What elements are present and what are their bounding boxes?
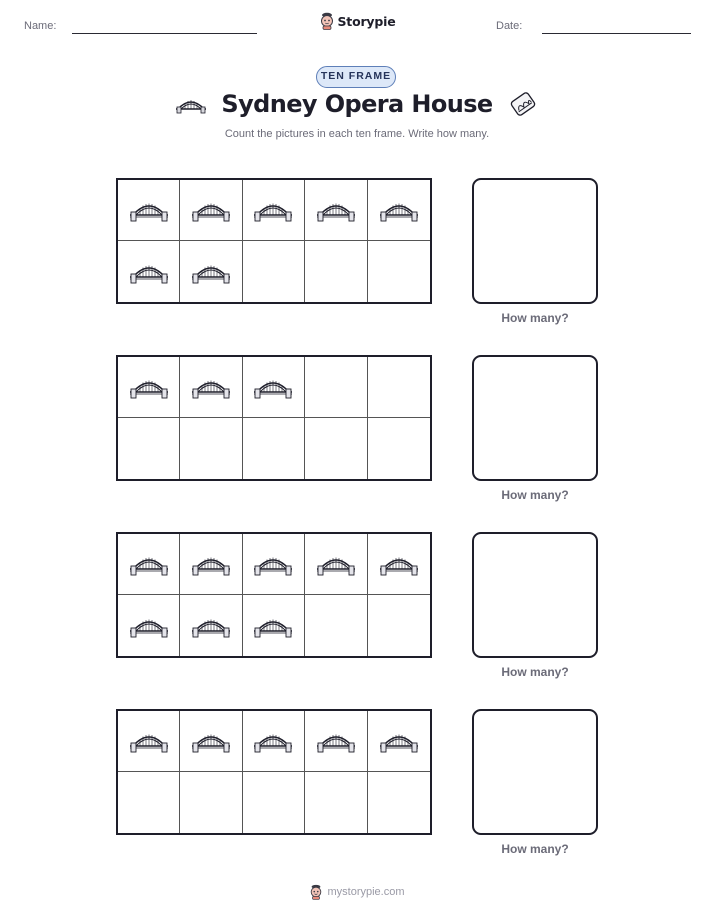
ten-frame-cell — [368, 180, 430, 241]
ten-frame-cell — [305, 418, 367, 479]
ten-frame-block — [116, 178, 598, 328]
ten-frame-cell — [243, 357, 305, 418]
ten-frame-cell — [180, 595, 242, 656]
harbour-bridge-icon — [252, 550, 294, 578]
ten-frame-cell — [180, 357, 242, 418]
title-row — [0, 90, 714, 118]
harbour-bridge-icon — [252, 612, 294, 640]
harbour-bridge-icon — [378, 550, 420, 578]
answer-box[interactable] — [472, 178, 598, 304]
harbour-bridge-icon — [378, 196, 420, 224]
how-many-label: How many? — [501, 488, 569, 502]
storypie-mascot-icon — [319, 12, 335, 30]
answer-box[interactable] — [472, 709, 598, 835]
answer-box[interactable] — [472, 532, 598, 658]
ten-frame-grid — [116, 355, 432, 481]
harbour-bridge-icon — [128, 550, 170, 578]
how-many-label: How many? — [501, 842, 569, 856]
harbour-bridge-icon — [315, 550, 357, 578]
ten-frame-cell — [118, 534, 180, 595]
ten-frame-cell — [305, 595, 367, 656]
ten-frame-cell — [368, 772, 430, 833]
ten-frame-block — [116, 532, 598, 682]
name-label: Name: — [24, 20, 57, 32]
how-many-label: How many? — [501, 665, 569, 679]
opera-house-icon — [507, 91, 539, 117]
ten-frame-cell — [243, 711, 305, 772]
ten-frame-badge: TEN FRAME — [316, 66, 396, 88]
name-blank-line — [72, 33, 257, 34]
ten-frame-cell — [180, 180, 242, 241]
how-many-label: How many? — [501, 311, 569, 325]
ten-frame-cell — [368, 241, 430, 302]
ten-frame-cell — [305, 711, 367, 772]
ten-frame-cell — [118, 241, 180, 302]
ten-frame-cell — [305, 534, 367, 595]
ten-frame-block — [116, 709, 598, 859]
harbour-bridge-icon — [190, 550, 232, 578]
date-blank-line — [542, 33, 691, 34]
harbour-bridge-icon — [252, 373, 294, 401]
ten-frame-cell — [305, 357, 367, 418]
ten-frame-cell — [368, 711, 430, 772]
ten-frame-cell — [180, 534, 242, 595]
harbour-bridge-icon — [315, 727, 357, 755]
ten-frame-cell — [368, 418, 430, 479]
storypie-mascot-icon — [309, 884, 323, 900]
worksheet-instructions: Count the pictures in each ten frame. Write how many. — [224, 128, 490, 140]
ten-frame-grid — [116, 178, 432, 304]
ten-frame-cell — [180, 772, 242, 833]
ten-frame-cell — [305, 180, 367, 241]
ten-frame-cell — [118, 711, 180, 772]
harbour-bridge-icon — [128, 612, 170, 640]
harbour-bridge-icon — [128, 373, 170, 401]
harbour-bridge-icon — [190, 612, 232, 640]
ten-frame-cell — [305, 772, 367, 833]
harbour-bridge-icon — [315, 196, 357, 224]
harbour-bridge-icon — [378, 727, 420, 755]
ten-frame-cell — [243, 534, 305, 595]
footer — [0, 884, 714, 900]
ten-frame-cell — [368, 595, 430, 656]
worksheet-title: Sydney Opera House — [221, 90, 493, 118]
date-label: Date: — [496, 20, 523, 32]
ten-frame-block — [116, 355, 598, 505]
ten-frame-cell — [368, 357, 430, 418]
harbour-bridge-icon — [128, 258, 170, 286]
footer-website: mystorypie.com — [327, 886, 405, 898]
ten-frame-cell — [243, 595, 305, 656]
harbour-bridge-icon — [128, 196, 170, 224]
bridge-icon — [175, 93, 207, 115]
ten-frame-cell — [305, 241, 367, 302]
ten-frame-cell — [368, 534, 430, 595]
ten-frame-cell — [243, 418, 305, 479]
ten-frame-cell — [118, 180, 180, 241]
brand-logo — [0, 12, 714, 30]
ten-frame-cell — [243, 772, 305, 833]
ten-frame-grid — [116, 709, 432, 835]
ten-frame-cell — [243, 241, 305, 302]
harbour-bridge-icon — [190, 373, 232, 401]
harbour-bridge-icon — [252, 727, 294, 755]
ten-frame-cell — [180, 241, 242, 302]
answer-box[interactable] — [472, 355, 598, 481]
harbour-bridge-icon — [190, 258, 232, 286]
ten-frame-cell — [243, 180, 305, 241]
harbour-bridge-icon — [252, 196, 294, 224]
ten-frame-cell — [180, 418, 242, 479]
ten-frame-cell — [118, 595, 180, 656]
harbour-bridge-icon — [190, 196, 232, 224]
ten-frame-cell — [180, 711, 242, 772]
ten-frame-cell — [118, 357, 180, 418]
ten-frame-cell — [118, 418, 180, 479]
ten-frame-cell — [118, 772, 180, 833]
harbour-bridge-icon — [190, 727, 232, 755]
ten-frame-grid — [116, 532, 432, 658]
harbour-bridge-icon — [128, 727, 170, 755]
brand-name: Storypie — [337, 13, 396, 29]
